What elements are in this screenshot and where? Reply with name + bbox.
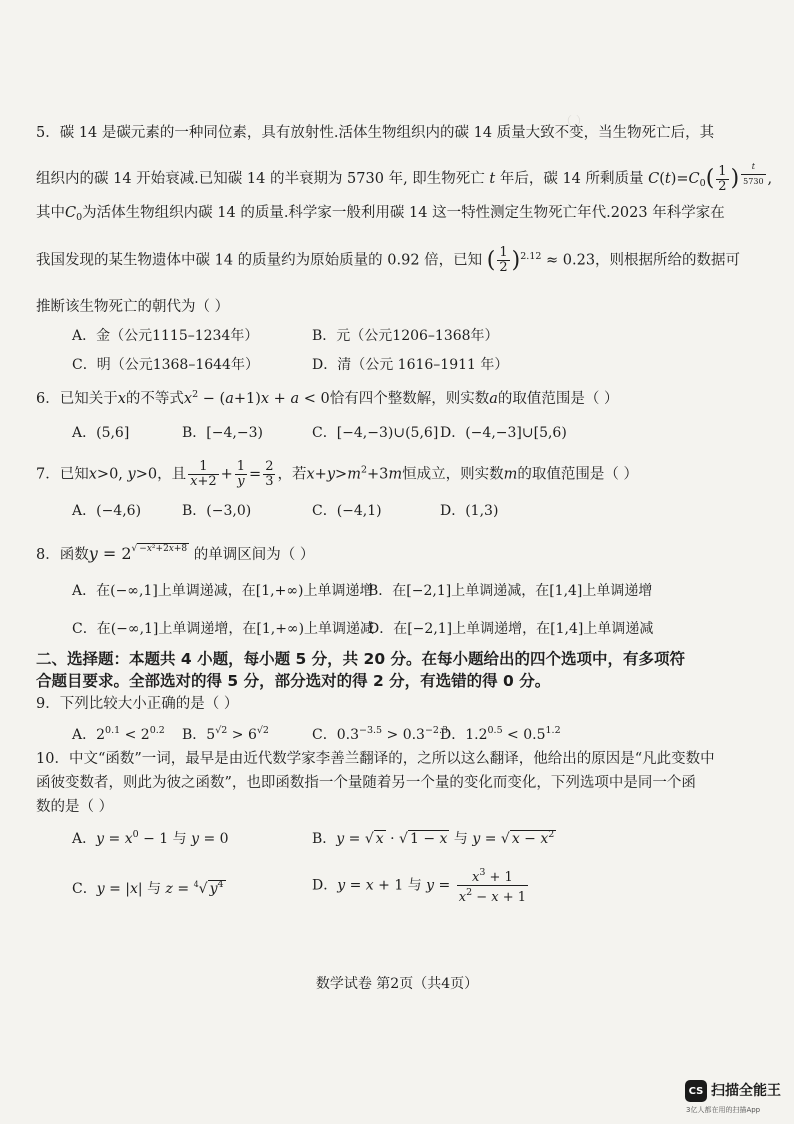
camscanner-logo-icon: CS [685,1080,707,1102]
q7-option-a: A．(−4,6) [72,503,142,519]
q5-line-2: 组织内的碳 14 开始衰减.已知碳 14 的半衰期为 5730 年, 即生物死亡 t 年后，碳 14 所剩质量 $C(t)=C_0$( $\frac{1}{2}$ ) $^{\frac{t}{5730}}$ , [36,162,773,194]
q8-option-b: B．在[−2,1]上单调递减，在[1,4]上单调递增 [368,583,653,599]
q8-option-a: A．在(−∞,1]上单调递减，在[1,+∞)上单调递增 [72,583,374,599]
q5-line-4: 我国发现的某生物遗体中碳 14 的质量约为原始质量的 0.92 倍，已知 ( $\frac{1}{2}$ )$^{2.12}$ ≈ 0.23，则根据所给的数据可 [36,245,741,275]
q6-option-c: C．[−4,−3)∪(5,6] [312,425,439,441]
q5-option-c: C．明（公元1368–1644年） [72,357,259,373]
q5-mass-formula: $C(t)=C_0$( $\frac{1}{2}$ ) $^{\frac{t}{5730}}$ , [648,162,773,194]
q5-option-d: D．清（公元 1616–1911 年） [312,357,509,373]
q7-stem: 7．已知x>0, y>0，且 $\frac{1}{x+2}$ + $\frac{1}{y}$ = $\frac{2}{3}$ ，若$x+y>m^2+3m$恒成立，则实数m的取值范围是（ ） [36,459,638,489]
q5-option-a: A．金（公元1115–1234年） [72,328,259,344]
q10-option-d: D．y = x + 1 与 y = $\frac{x^3 + 1}{x^2 - x + 1}$ [312,867,527,905]
q8-function: $y = 2^{√ -x^2+2x+8}$ [88,544,188,563]
q9-option-d: D．$1.2^{0.5} < 0.5^{1.2}$ [440,725,561,743]
q10-line-1: 10．中文“函数”一词，最早是由近代数学家李善兰翻译的，之所以这么翻译，他给出的原因是“凡此变数中 [36,751,715,767]
q5-line-5: 推断该生物死亡的朝代为（ ） [36,299,230,315]
q10-line-2: 函彼变数者，则此为彼之函数”，也即函数指一个量随着另一个量的变化而变化，下列选项中是同一个函 [36,775,696,791]
q8-stem: 8．函数$y = 2^{√ -x^2+2x+8}$ 的单调区间为（ ） [36,544,315,563]
bleed-through-text: （ ） [560,114,588,128]
q6-stem: 6．已知关于x的不等式$x^2 - (a+1)x + a < 0$恰有四个整数解，则实数a的取值范围是（ ） [36,389,619,407]
q9-option-b: B．$5^{√2} > 6^{√2}$ [182,725,269,743]
q6-option-a: A．(5,6] [72,425,130,441]
q9-option-c: C．$0.3^{-3.5} > 0.3^{-2.3}$ [312,725,449,743]
q5-line-1: 5．碳 14 是碳元素的一种同位素，具有放射性.活体生物组织内的碳 14 质量大致不变，当生物死亡后，其 [36,125,715,141]
q5-option-b: B．元（公元1206–1368年） [312,328,499,344]
q6-option-b: B．[−4,−3) [182,425,263,441]
q8-option-d: D．在[−2,1]上单调递增，在[1,4]上单调递减 [368,621,654,637]
q10-option-b: B．y = √ x · √ 1 − x 与 y = √ $x - x^2$ [312,829,555,847]
camscanner-name: 扫描全能王 [711,1083,781,1099]
q5-line-3: 其中$C_0$为活体生物组织内碳 14 的质量.科学家一般利用碳 14 这一特性测定生物死亡年代.2023 年科学家在 [36,205,725,223]
camscanner-tagline: 3亿人都在用的扫描App [686,1106,761,1114]
q8-option-c: C．在(−∞,1]上单调递增，在[1,+∞)上单调递减 [72,621,375,637]
q10-line-3: 数的是（ ） [36,799,114,815]
q6-option-d: D．(−4,−3]∪[5,6) [440,425,567,441]
q7-option-d: D．(1,3) [440,503,499,519]
q7-option-c: C．(−4,1) [312,503,382,519]
q10-option-c: C．y = |x| 与 z = $^4$√ $y^4$ [72,879,224,897]
q7-option-b: B．(−3,0) [182,503,252,519]
section-2-header-line-1: 二、选择题：本题共 4 小题，每小题 5 分，共 20 分。在每小题给出的四个选项中，有多项符 [36,650,686,668]
page-footer: 数学试卷 第2页（共4页） [315,976,479,992]
q9-option-a: A．$2^{0.1} < 2^{0.2}$ [72,725,165,743]
q10-option-a: A．$y = x^0 - 1$ 与 y = 0 [72,829,229,847]
q9-stem: 9．下列比较大小正确的是（ ） [36,696,239,712]
section-2-header-line-2: 合题目要求。全部选对的得 5 分，部分选对的得 2 分，有选错的得 0 分。 [36,672,551,690]
q5-given-power: ( $\frac{1}{2}$ )$^{2.12}$ [486,245,542,275]
